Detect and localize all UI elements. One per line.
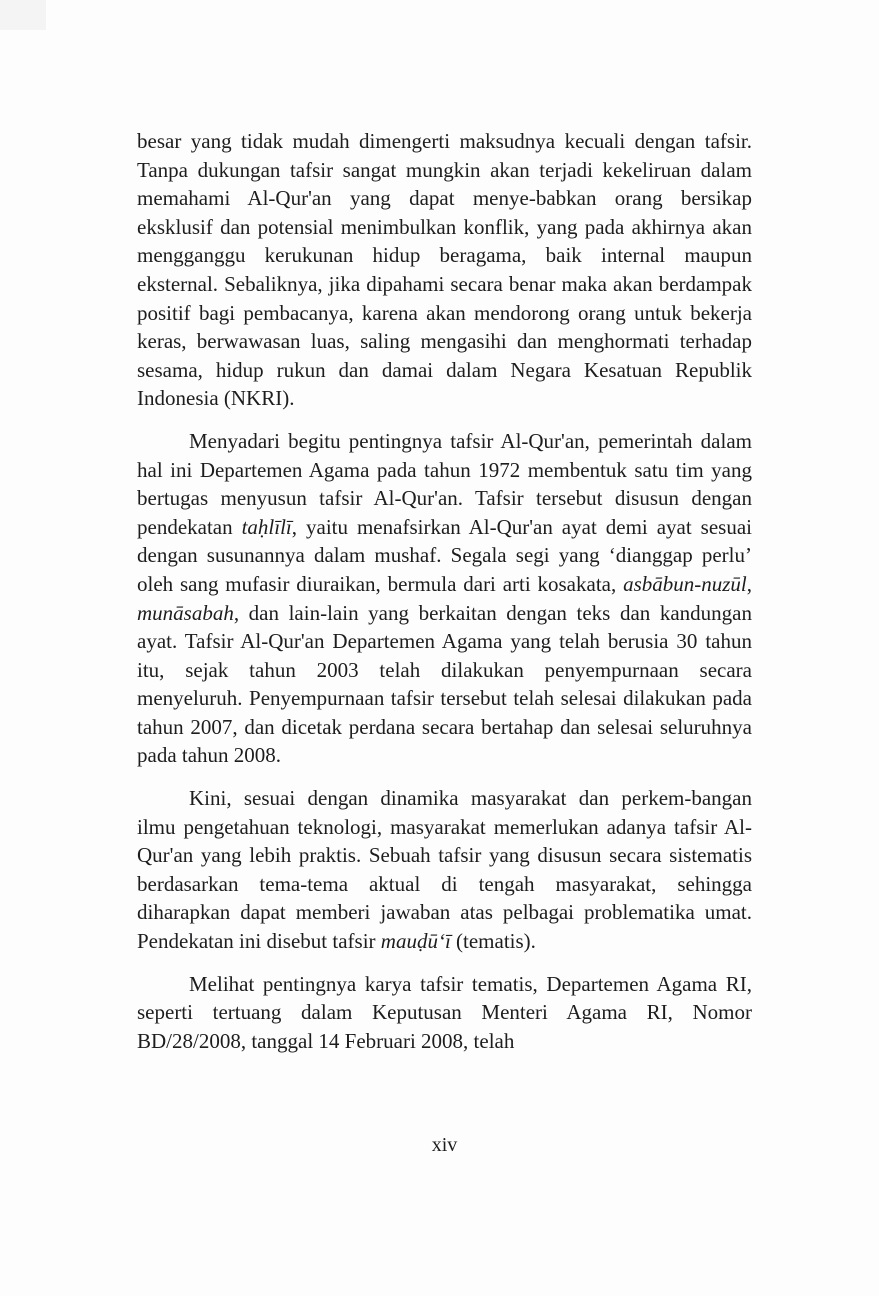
paragraph: [137, 127, 752, 413]
page-text-block: [137, 127, 752, 1069]
text-run: Menyadari begitu pentingnya tafsir Al-Qur'an, pemerintah dalam hal ini Departemen Agama pada tahun 1972 membentuk satu tim yang bertugas menyusun tafsir Al-Qur'an. Tafsir tersebut disusun dengan pendekatan: [137, 428, 752, 539]
text-run: , dan lain-lain yang berkaitan dengan teks dan kandungan ayat. Tafsir Al-Qur'an Departemen Agama yang telah berusia 30 tahun itu, sejak tahun 2003 telah dilakukan penyempurnaan secara menyeluruh. Penyempurnaan tafsir tersebut telah selesai dilakukan pada tahun 2007, dan dicetak perdana secara bertahap dan selesai seluruhnya pada tahun 2008.: [137, 600, 752, 768]
text-run: besar yang tidak mudah dimengerti maksudnya kecuali dengan tafsir. Tanpa dukungan tafsir sangat mungkin akan terjadi kekeliruan dalam memahami Al-Qur'an yang dapat menye-babkan orang bersikap eksklusif dan potensial menimbulkan konflik, yang pada akhirnya akan mengganggu kerukunan hidup beragama, baik internal maupun eksternal. Sebaliknya, jika dipahami secara benar maka akan berdampak positif bagi pembacanya, karena akan mendorong orang untuk bekerja keras, berwawasan luas, saling mengasihi dan menghormati terhadap sesama, hidup rukun dan damai dalam Negara Kesatuan Republik Indonesia (NKRI).: [137, 129, 752, 411]
text-run: Melihat pentingnya karya tafsir tematis, Departemen Agama RI, seperti tertuang dalam Keputusan Menteri Agama RI, Nomor BD/28/2008, tanggal 14 Februari 2008, telah: [137, 971, 752, 1053]
text-run: ,: [746, 571, 752, 596]
text-run: Kini, sesuai dengan dinamika masyarakat dan perkem-bangan ilmu pengetahuan teknologi, masyarakat memerlukan adanya tafsir Al-Qur'an yang lebih praktis. Sebuah tafsir yang disusun secara sistematis berdasarkan tema-tema aktual di tengah masyarakat, sehingga diharapkan dapat memberi jawaban atas pelbagai problematika umat. Pendekatan ini disebut tafsir: [137, 786, 752, 954]
text-run: , yaitu menafsirkan Al-Qur'an ayat demi ayat sesuai dengan susunannya dalam mushaf. Segala segi yang ‘dianggap perlu’ oleh sang mufasir diuraikan, bermula dari arti kosakata,: [137, 514, 752, 596]
transliterated-term: mauḍūʻī: [380, 929, 451, 954]
text-run: (tematis).: [450, 929, 536, 954]
page-number: xiv: [431, 1134, 458, 1156]
paragraph: [137, 427, 752, 770]
transliterated-term: taḥlīlī: [241, 514, 292, 539]
scan-artifact: [0, 0, 46, 30]
paragraph: [137, 970, 752, 1056]
transliterated-term: asbābun-nuzūl: [623, 571, 747, 596]
paragraph: [137, 784, 752, 956]
transliterated-term: munāsabah: [137, 600, 234, 625]
